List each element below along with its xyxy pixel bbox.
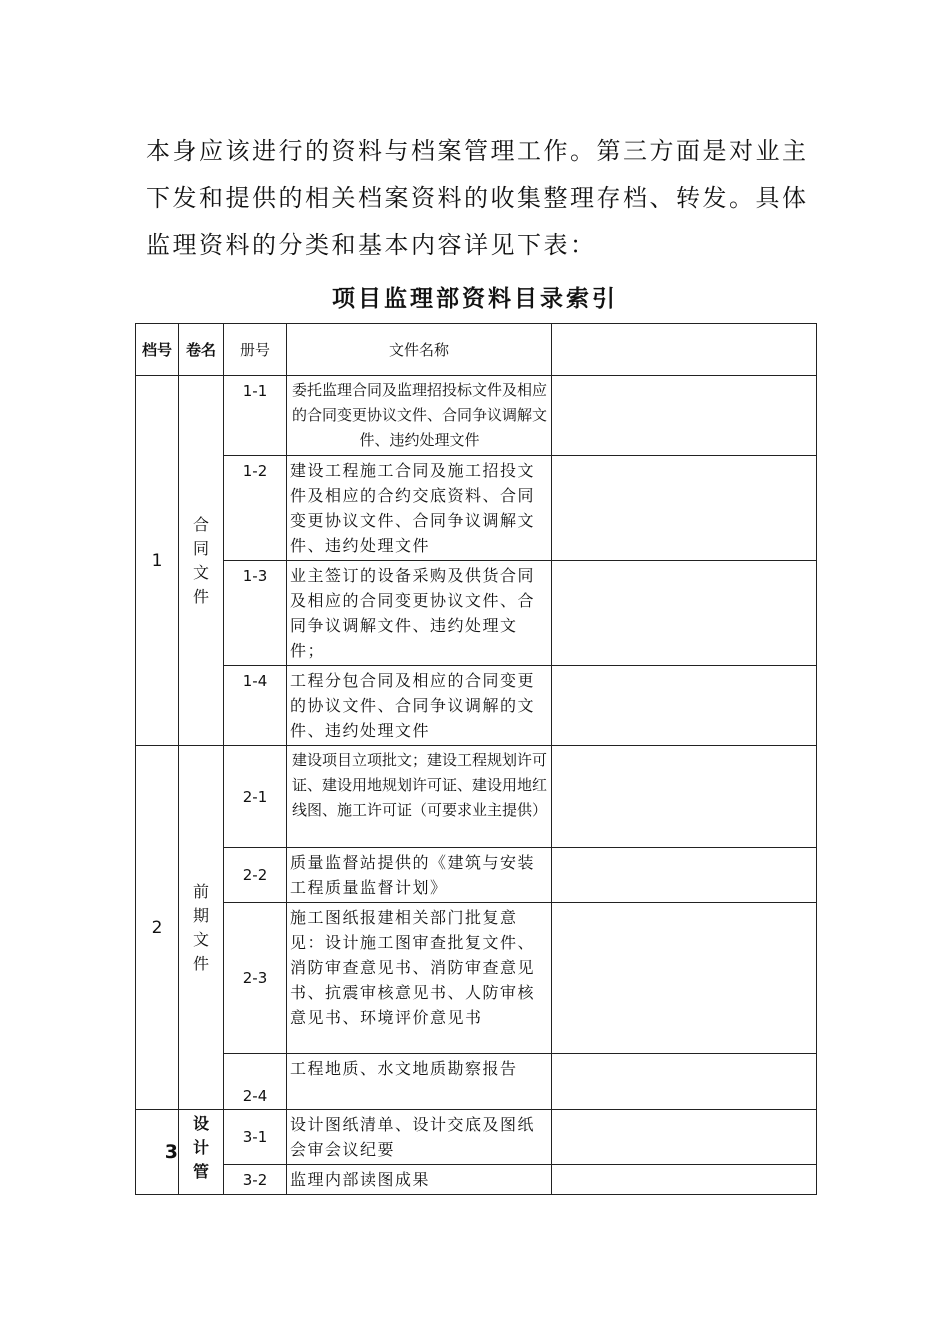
book-no: 1-1 [224,376,287,456]
book-no: 1-2 [224,456,287,561]
blank-cell [552,456,817,561]
blank-cell [552,1165,817,1195]
header-file-name: 文件名称 [287,324,552,376]
book-no: 2-2 [224,848,287,903]
table-row [136,561,817,666]
table-row [136,376,817,456]
intro-line: 本身应该进行的资料与档案管理工作。第三方面是对业主 [146,137,809,165]
blank-cell [552,903,817,1054]
header-volume-name: 卷名 [179,324,224,376]
file-name: 工程地质、水文地质勘察报告 [287,1054,552,1110]
book-no: 3-1 [224,1110,287,1165]
archive-no: 3 [136,1110,179,1195]
blank-cell [552,666,817,746]
file-name: 质量监督站提供的《建筑与安装工程质量监督计划》 [287,848,552,903]
intro-paragraph [146,128,816,269]
file-name: 建设项目立项批文；建设工程规划许可证、建设用地规划许可证、建设用地红线图、施工许可证（可要求业主提供） [287,746,552,848]
volume-char: 文 [192,929,209,949]
volume-name [179,1110,224,1195]
volume-char: 件 [192,953,209,973]
file-name: 设计图纸清单、设计交底及图纸会审会议纪要 [287,1110,552,1165]
file-name: 工程分包合同及相应的合同变更的协议文件、合同争议调解的文件、违约处理文件 [287,666,552,746]
book-no: 2-3 [224,903,287,1054]
blank-cell [552,1110,817,1165]
file-name: 委托监理合同及监理招投标文件及相应的合同变更协议文件、合同争议调解文件、违约处理文件 [287,376,552,456]
file-name: 业主签订的设备采购及供货合同及相应的合同变更协议文件、合同争议调解文件、违约处理文件； [287,561,552,666]
header-row [136,324,817,376]
archive-index-table [135,323,817,1195]
table-row [136,746,817,848]
volume-name [179,746,224,1110]
volume-char: 管 [192,1162,209,1181]
volume-char: 同 [192,538,209,558]
intro-line: 下发和提供的相关档案资料的收集整理存档、转发。具体 [146,184,809,212]
table-row [136,666,817,746]
intro-line: 监理资料的分类和基本内容详见下表： [146,231,597,259]
table-row [136,848,817,903]
volume-name [179,376,224,746]
blank-cell [552,561,817,666]
volume-char: 合 [192,514,209,534]
archive-no: 2 [136,746,179,1110]
file-name: 建设工程施工合同及施工招投文件及相应的合约交底资料、合同变更协议文件、合同争议调解文件、违约处理文件 [287,456,552,561]
table-row [136,1110,817,1165]
book-no: 1-3 [224,561,287,666]
volume-char: 期 [192,905,209,925]
blank-cell [552,376,817,456]
volume-char: 计 [192,1138,209,1157]
volume-char: 设 [192,1114,209,1133]
book-no: 1-4 [224,666,287,746]
blank-cell [552,848,817,903]
file-name: 监理内部读图成果 [287,1165,552,1195]
header-archive-no: 档号 [136,324,179,376]
book-no: 3-2 [224,1165,287,1195]
file-name: 施工图纸报建相关部门批复意见：设计施工图审查批复文件、消防审查意见书、消防审查意见书、抗震审核意见书、人防审核意见书、环境评价意见书 [287,903,552,1054]
volume-char: 前 [192,881,209,901]
table-title: 项目监理部资料目录索引 [332,286,618,312]
blank-cell [552,1054,817,1110]
book-no: 2-4 [224,1054,287,1110]
table-row [136,903,817,1054]
header-book-no: 册号 [224,324,287,376]
header-blank [552,324,817,376]
archive-no: 1 [136,376,179,746]
table-row [136,1165,817,1195]
book-no: 2-1 [224,746,287,848]
volume-char: 件 [192,586,209,606]
table-row [136,456,817,561]
blank-cell [552,746,817,848]
volume-char: 文 [192,562,209,582]
table-row [136,1054,817,1110]
